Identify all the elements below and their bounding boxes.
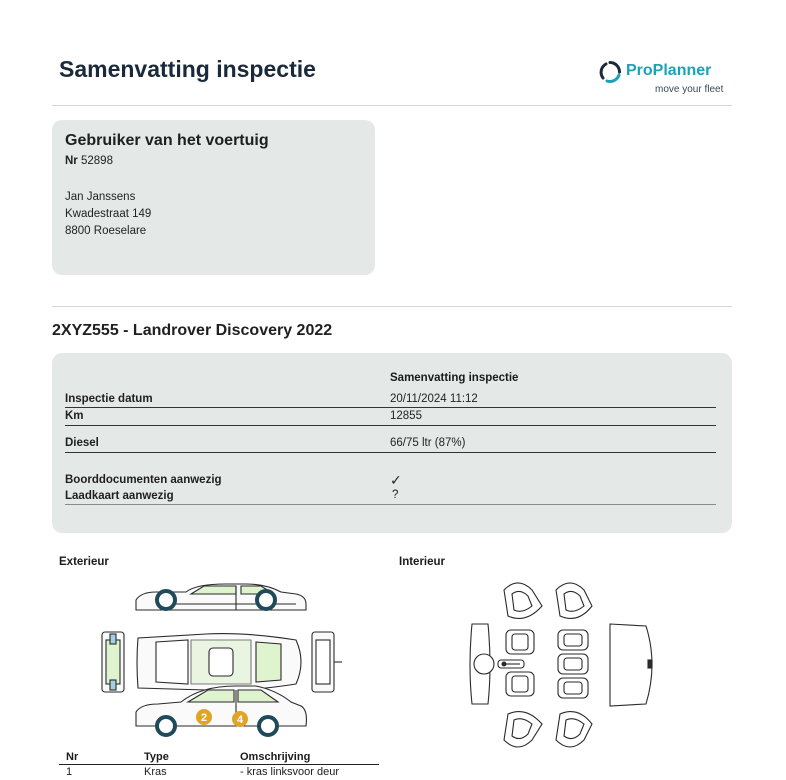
interior-diagram (464, 576, 664, 754)
damage-marker-4[interactable] (232, 711, 248, 727)
row-divider (65, 425, 716, 426)
exterior-damage-diagram (96, 580, 356, 740)
seat-detail-icon (556, 712, 592, 747)
seat-detail-icon (504, 712, 542, 747)
damage-table-header-rule (59, 764, 379, 765)
dashboard-icon (470, 624, 494, 704)
user-name: Jan Janssens (65, 191, 136, 203)
user-number-label: Nr (65, 155, 78, 167)
diesel-value: 66/75 ltr (87%) (390, 437, 466, 449)
logo-tagline: move your fleet (655, 84, 724, 95)
damage-table-header-type: Type (144, 751, 169, 763)
damage-table-header-nr: Nr (66, 751, 79, 763)
damage-row-type: Kras (144, 766, 167, 778)
km-label: Km (65, 410, 84, 422)
user-number (65, 155, 113, 167)
user-street: Kwadestraat 149 (65, 208, 152, 220)
km-value: 12855 (390, 410, 422, 422)
charge-card-present-label: Laadkaart aanwezig (65, 490, 174, 502)
proplanner-logo (598, 58, 738, 98)
trunk-icon (610, 624, 652, 706)
proplanner-logo-mark-icon (598, 60, 622, 84)
row-divider (65, 504, 716, 505)
car-rear-view (312, 632, 342, 692)
rear-seats-icon (558, 630, 588, 698)
charge-card-present-value: ? (392, 489, 399, 501)
documents-present-label: Boorddocumenten aanwezig (65, 474, 222, 486)
damage-marker-4-label: 4 (236, 714, 244, 726)
interior-section-title: Interieur (399, 556, 446, 568)
seat-detail-icon (556, 583, 592, 618)
inspection-summary-card (52, 353, 732, 533)
damage-row-description: - kras linksvoor deur (240, 766, 340, 778)
damage-marker-2[interactable] (196, 709, 212, 725)
inspection-date-label: Inspectie datum (65, 393, 153, 405)
car-top-view (137, 634, 301, 691)
documents-present-check-icon: ✓ (390, 472, 402, 488)
section-divider (52, 306, 732, 307)
center-console-icon (498, 660, 524, 668)
inspection-date-value: 20/11/2024 11:12 (390, 393, 478, 405)
inspection-summary-header: Samenvatting inspectie (390, 372, 519, 384)
car-front-view (102, 632, 124, 692)
row-divider (65, 452, 716, 453)
vehicle-user-card (52, 120, 375, 275)
logo-name: ProPlanner (626, 62, 712, 79)
user-card-title: Gebruiker van het voertuig (65, 132, 269, 149)
row-divider (65, 407, 716, 408)
damage-marker-2-label: 2 (200, 712, 208, 724)
exterior-section-title: Exterieur (59, 556, 109, 568)
header-divider (52, 105, 732, 106)
page-title: Samenvatting inspectie (59, 56, 316, 82)
vehicle-title: 2XYZ555 - Landrover Discovery 2022 (52, 322, 333, 339)
damage-table-header-description: Omschrijving (240, 751, 311, 763)
damage-row-nr: 1 (66, 766, 73, 778)
user-city: 8800 Roeselare (65, 225, 147, 237)
seat-detail-icon (504, 583, 542, 618)
diesel-label: Diesel (65, 437, 99, 449)
user-number-value: 52898 (80, 155, 113, 167)
